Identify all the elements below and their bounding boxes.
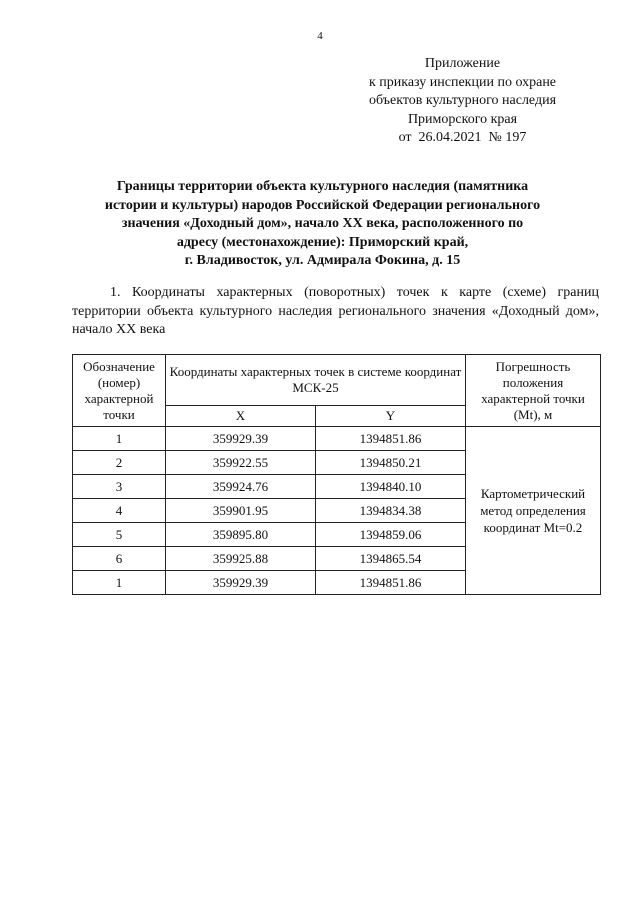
- title-line: истории и культуры) народов Российской Федерации регионального: [104, 197, 541, 213]
- cell-x: 359929.39: [166, 427, 316, 451]
- appendix-line: Приморского края: [407, 111, 518, 127]
- cell-x: 359925.88: [166, 547, 316, 571]
- cell-point: 2: [73, 451, 166, 475]
- header-x: X: [166, 406, 316, 427]
- cell-x: 359924.76: [166, 475, 316, 499]
- cell-point: 1: [73, 571, 166, 595]
- cell-point: 3: [73, 475, 166, 499]
- coordinates-table: [72, 354, 601, 595]
- appendix-line: объектов культурного наследия: [368, 93, 557, 108]
- cell-method: Картометрический метод определения координат Mt=0.2: [466, 427, 601, 595]
- cell-y: 1394850.21: [316, 451, 466, 475]
- header-error: Погрешность положения характерной точки (Mt), м: [466, 355, 601, 427]
- cell-point: 5: [73, 523, 166, 547]
- cell-y: 1394851.86: [316, 571, 466, 595]
- header-coordinates: Координаты характерных точек в системе координат МСК-25: [166, 355, 466, 406]
- page-number: 4: [317, 30, 323, 42]
- title-line: адресу (местонахождение): Приморский край,: [176, 234, 469, 250]
- appendix-line: от 26.04.2021 № 197: [398, 130, 527, 145]
- section-heading-text: 1. Координаты характерных (поворотных) точек к карте (схеме) границ территории объекта культурного наследия регионального значения «Доходный дом», начало XX века: [72, 285, 599, 337]
- cell-y: 1394851.86: [316, 427, 466, 451]
- appendix-block: [355, 55, 570, 148]
- header-point: Обозначение (номер) характерной точки: [73, 355, 166, 427]
- document-title: [100, 178, 545, 271]
- cell-x: 359922.55: [166, 451, 316, 475]
- cell-y: 1394859.06: [316, 523, 466, 547]
- cell-x: 359895.80: [166, 523, 316, 547]
- header-y: Y: [316, 406, 466, 427]
- table-row: [73, 427, 601, 451]
- cell-x: 359901.95: [166, 499, 316, 523]
- cell-point: 4: [73, 499, 166, 523]
- cell-y: 1394840.10: [316, 475, 466, 499]
- cell-y: 1394865.54: [316, 547, 466, 571]
- title-line: значения «Доходный дом», начало XX века, расположенного по: [121, 216, 524, 231]
- title-line: Границы территории объекта культурного наследия (памятника: [116, 179, 529, 194]
- title-line: г. Владивосток, ул. Адмирала Фокина, д. 15: [184, 253, 461, 268]
- cell-point: 1: [73, 427, 166, 451]
- appendix-line: к приказу инспекции по охране: [368, 74, 557, 90]
- cell-y: 1394834.38: [316, 499, 466, 523]
- cell-x: 359929.39: [166, 571, 316, 595]
- cell-point: 6: [73, 547, 166, 571]
- appendix-line: Приложение: [424, 56, 501, 71]
